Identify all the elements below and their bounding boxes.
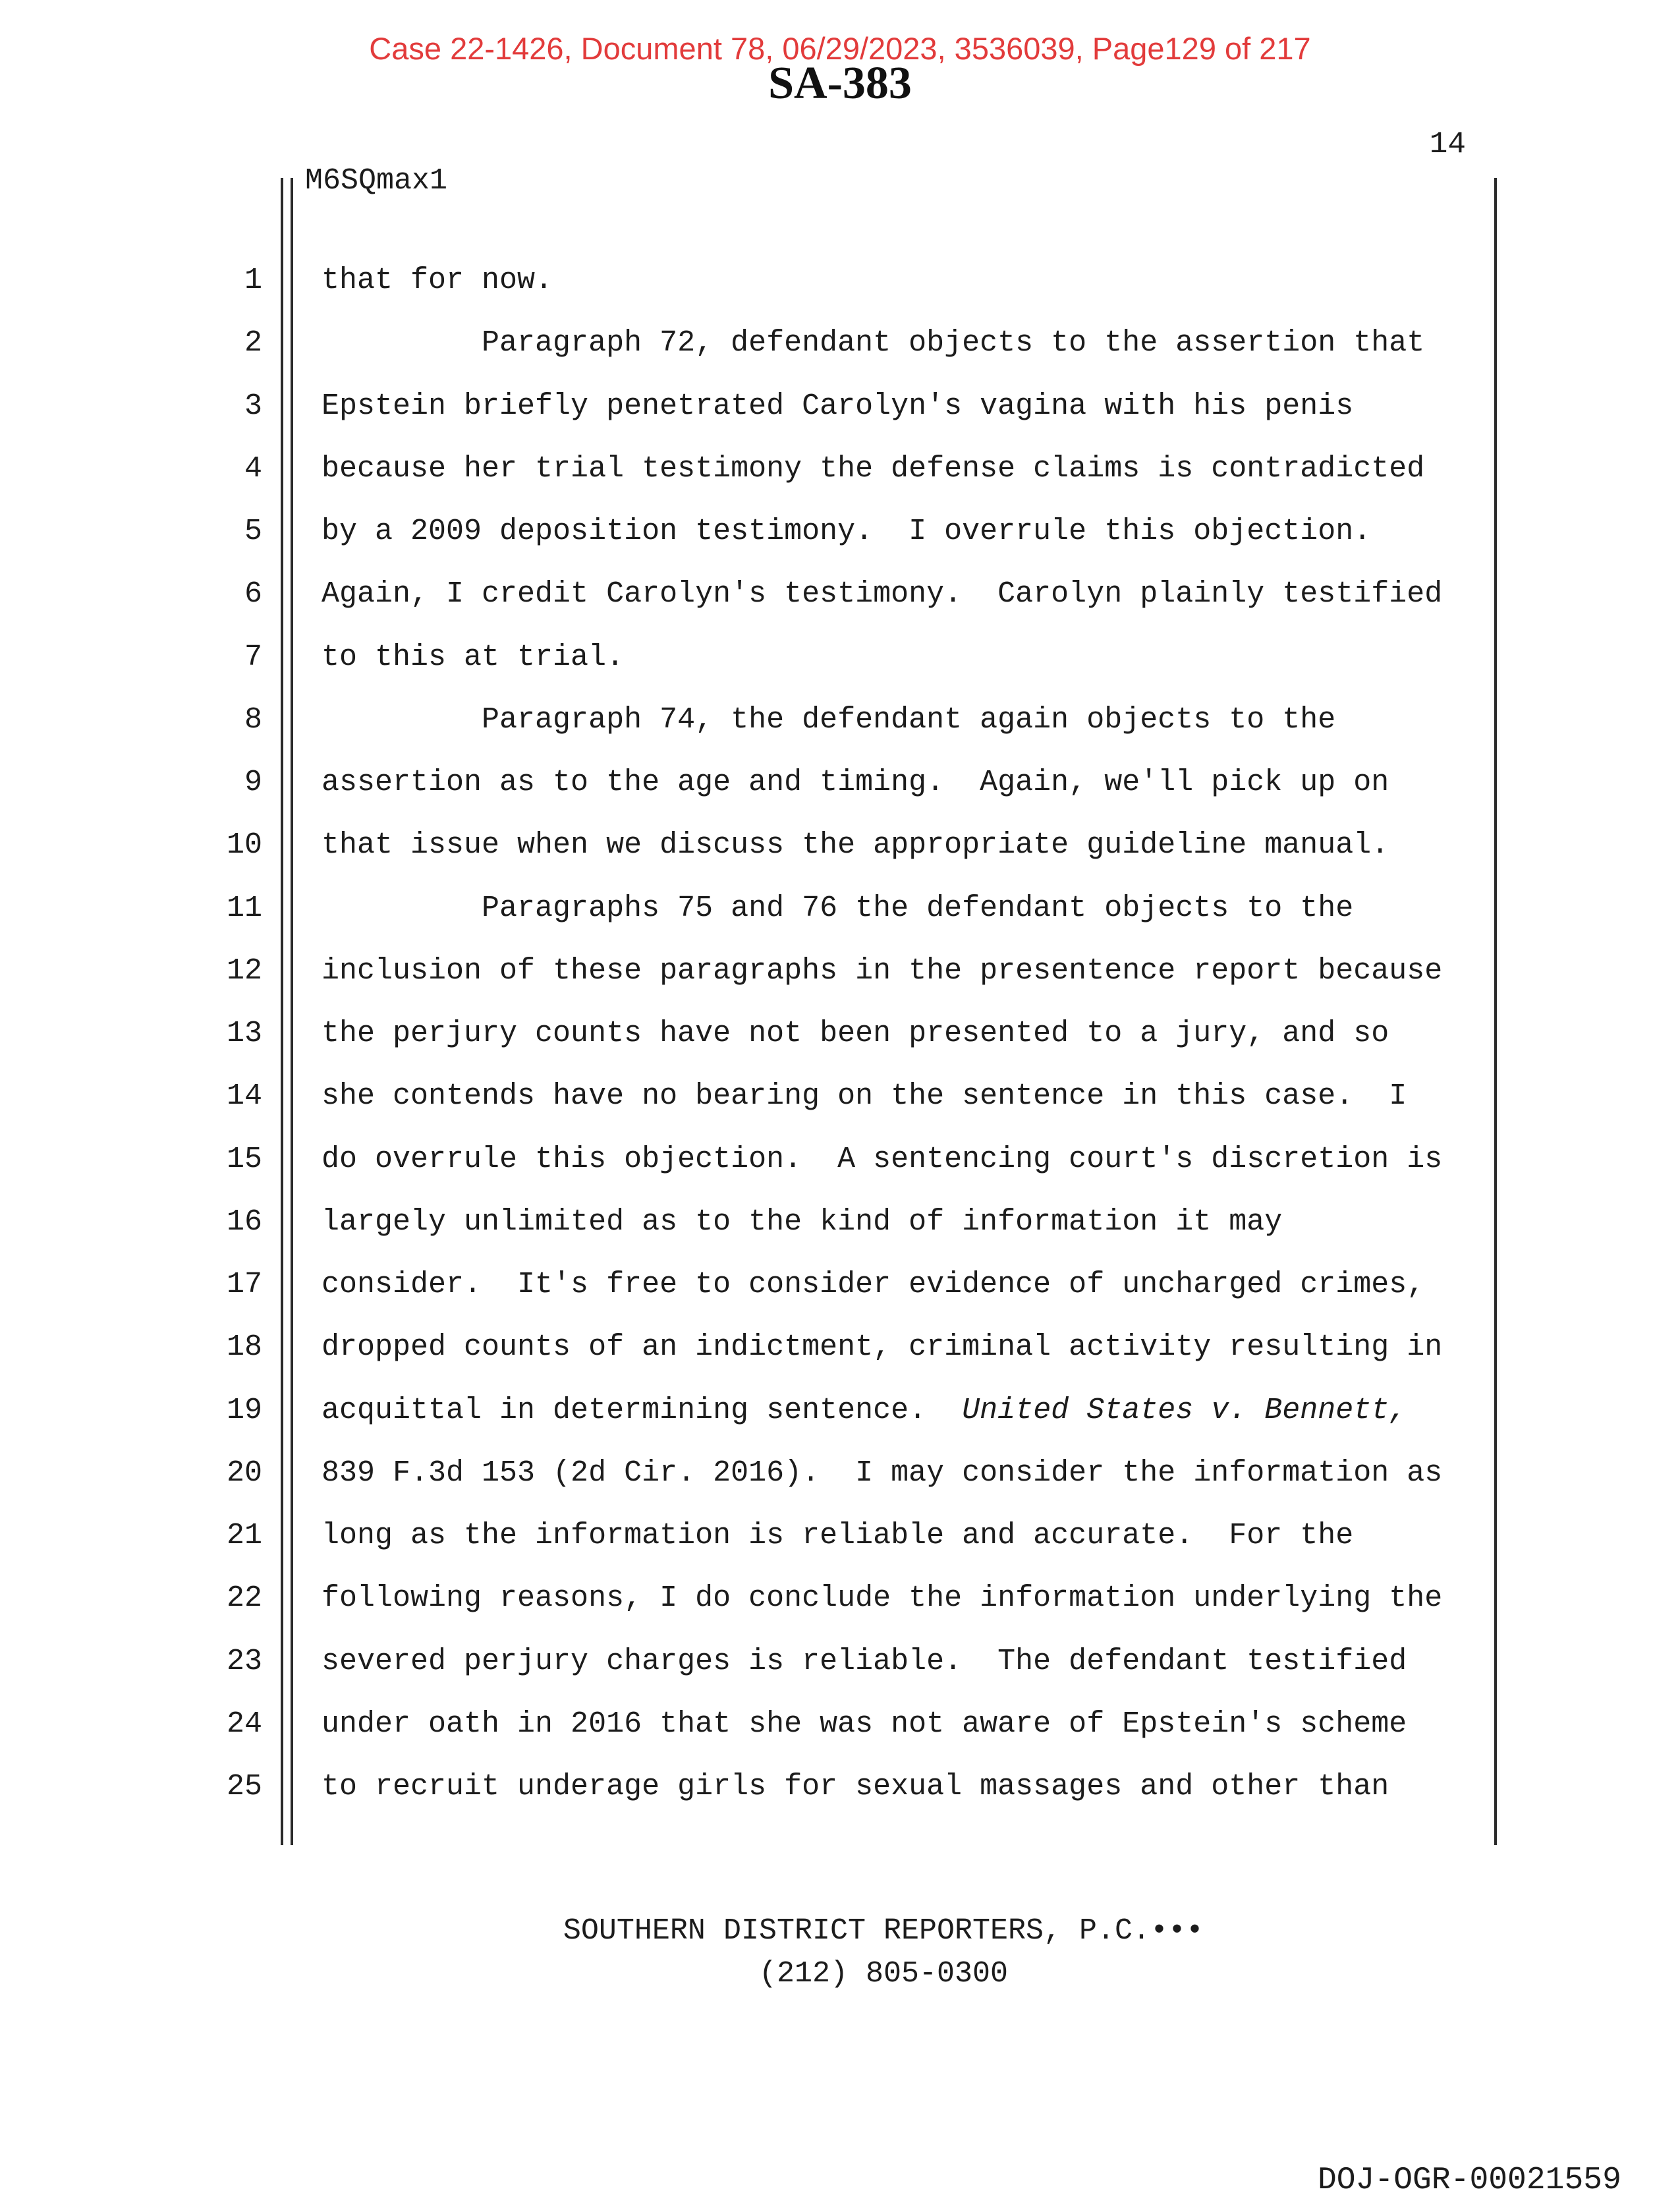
- transcript-id: M6SQmax1: [305, 164, 448, 198]
- line-text: by a 2009 deposition testimony. I overrule this objection.: [322, 515, 1372, 548]
- line-text: acquittal in determining sentence. United States v. Bennett,: [322, 1393, 1407, 1427]
- transcript-line: [0, 1330, 1680, 1392]
- line-text: do overrule this objection. A sentencing court's discretion is: [322, 1142, 1443, 1176]
- transcript-line: [0, 1644, 1680, 1707]
- line-number: 11: [226, 891, 262, 925]
- line-text: to recruit underage girls for sexual massages and other than: [322, 1770, 1389, 1803]
- transcript-line: [0, 326, 1680, 388]
- line-text: under oath in 2016 that she was not aware of Epstein's scheme: [322, 1707, 1407, 1741]
- transcript-line: [0, 1205, 1680, 1267]
- line-number: 19: [226, 1393, 262, 1427]
- line-number: 15: [226, 1142, 262, 1176]
- transcript-line: [0, 1016, 1680, 1079]
- transcript-line: [0, 577, 1680, 639]
- line-number: 22: [226, 1581, 262, 1616]
- line-number: 18: [226, 1330, 262, 1365]
- line-number: 12: [226, 953, 262, 988]
- line-text: largely unlimited as to the kind of information it may: [322, 1205, 1283, 1239]
- line-text: inclusion of these paragraphs in the presentence report because: [322, 953, 1443, 988]
- transcript-line: [0, 263, 1680, 326]
- transcript-line: [0, 451, 1680, 514]
- transcript-line: [0, 514, 1680, 577]
- transcript-line: [0, 1079, 1680, 1141]
- page-number: 14: [1429, 127, 1466, 161]
- line-number: 1: [244, 264, 262, 297]
- line-text: long as the information is reliable and accurate. For the: [322, 1519, 1354, 1552]
- transcript-line: [0, 1769, 1680, 1832]
- line-number: 13: [226, 1017, 262, 1050]
- line-number: 20: [226, 1456, 262, 1490]
- line-text: dropped counts of an indictment, criminal activity resulting in: [322, 1330, 1443, 1365]
- line-text: the perjury counts have not been presented to a jury, and so: [322, 1017, 1389, 1050]
- transcript-line: [0, 953, 1680, 1016]
- line-number: 23: [226, 1644, 262, 1678]
- case-stamp: Case 22-1426, Document 78, 06/29/2023, 3536039, Page129 of 217: [369, 31, 1311, 66]
- line-number: 4: [244, 451, 262, 486]
- transcript-line: [0, 389, 1680, 451]
- transcript-line: [0, 1267, 1680, 1330]
- line-number: 6: [244, 577, 262, 611]
- line-text: because her trial testimony the defense claims is contradicted: [322, 451, 1425, 486]
- bates-number: DOJ-OGR-00021559: [1318, 2163, 1621, 2198]
- transcript-line: [0, 1518, 1680, 1581]
- line-number: 17: [226, 1268, 262, 1301]
- transcript-line: [0, 1707, 1680, 1769]
- line-text: Paragraph 72, defendant objects to the assertion that: [322, 326, 1425, 360]
- line-number: 5: [244, 515, 262, 548]
- transcript-line: [0, 1142, 1680, 1205]
- line-text: consider. It's free to consider evidence of uncharged crimes,: [322, 1268, 1425, 1301]
- line-text: Epstein briefly penetrated Carolyn's vagina with his penis: [322, 389, 1354, 423]
- transcript-line: [0, 828, 1680, 890]
- line-text: Paragraphs 75 and 76 the defendant objects to the: [322, 891, 1354, 925]
- line-text: assertion as to the age and timing. Again, we'll pick up on: [322, 766, 1389, 799]
- transcript-line: [0, 1581, 1680, 1643]
- line-number: 10: [226, 828, 262, 863]
- line-number: 9: [244, 766, 262, 799]
- line-number: 7: [244, 640, 262, 674]
- appendix-page-title: SA-383: [768, 58, 912, 109]
- line-number: 8: [244, 702, 262, 737]
- line-text: following reasons, I do conclude the information underlying the: [322, 1581, 1443, 1616]
- line-number: 3: [244, 389, 262, 423]
- line-text: she contends have no bearing on the sentence in this case. I: [322, 1079, 1407, 1114]
- line-number: 25: [226, 1770, 262, 1803]
- transcript-line: [0, 702, 1680, 765]
- line-number: 2: [244, 326, 262, 360]
- line-text: severed perjury charges is reliable. The defendant testified: [322, 1644, 1407, 1678]
- line-text: 839 F.3d 153 (2d Cir. 2016). I may consider the information as: [322, 1456, 1443, 1490]
- reporter-name: SOUTHERN DISTRICT REPORTERS, P.C.•••: [563, 1914, 1204, 1948]
- line-text: to this at trial.: [322, 640, 625, 674]
- line-text: Paragraph 74, the defendant again objects to the: [322, 702, 1336, 737]
- transcript-line: [0, 640, 1680, 702]
- line-text: Again, I credit Carolyn's testimony. Carolyn plainly testified: [322, 577, 1443, 611]
- transcript-line: [0, 1393, 1680, 1456]
- reporter-footer: [321, 1910, 1446, 1996]
- line-number: 24: [226, 1707, 262, 1741]
- line-text: that issue when we discuss the appropriate guideline manual.: [322, 828, 1389, 863]
- transcript-line: [0, 765, 1680, 828]
- line-number: 14: [226, 1079, 262, 1114]
- transcript-line: [0, 891, 1680, 953]
- line-number: 16: [226, 1205, 262, 1239]
- line-text: that for now.: [322, 264, 553, 297]
- reporter-phone: (212) 805-0300: [758, 1957, 1009, 1991]
- transcript-line: [0, 1456, 1680, 1518]
- line-number: 21: [226, 1519, 262, 1552]
